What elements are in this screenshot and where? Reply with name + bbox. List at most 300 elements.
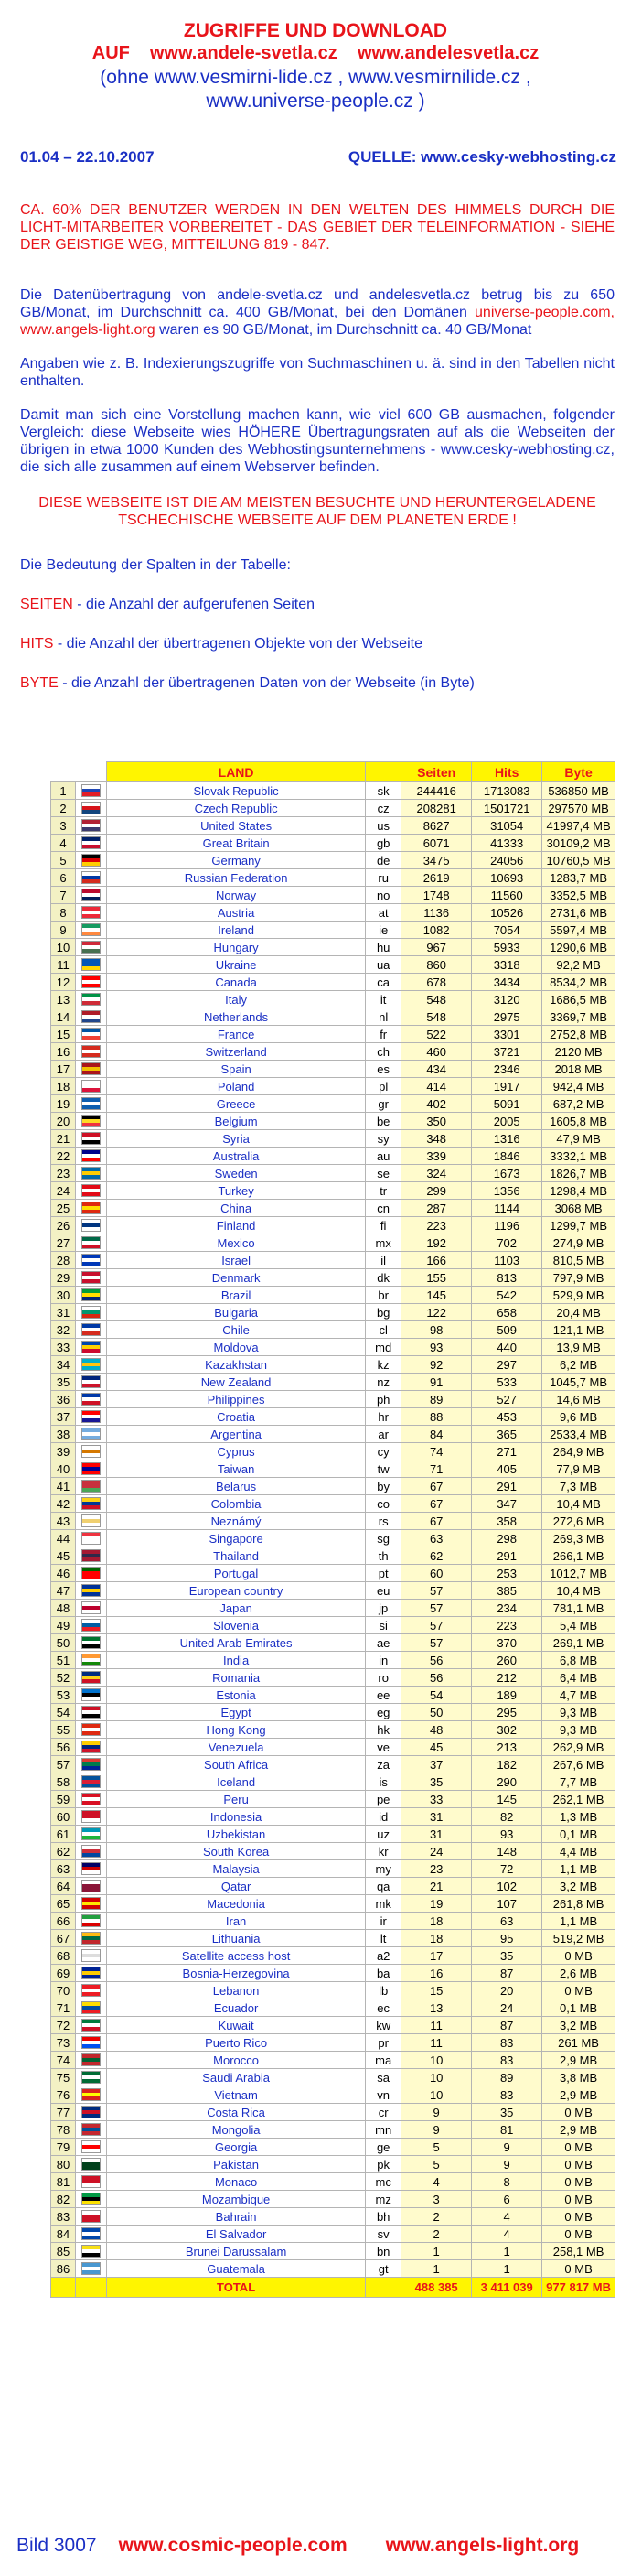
flag-cell (76, 2243, 107, 2260)
byte-value: 261,8 MB (542, 1895, 615, 1913)
table-row (51, 2226, 615, 2243)
flag-icon (81, 1480, 101, 1493)
hits-value: 24 (472, 1999, 542, 2017)
table-row (51, 1356, 615, 1374)
hits-value: 10526 (472, 904, 542, 922)
flag-icon (81, 2140, 101, 2153)
country-name: New Zealand (107, 1374, 366, 1391)
flag-icon (81, 1549, 101, 1562)
byte-value: 1,1 MB (542, 1913, 615, 1930)
flag-icon (81, 889, 101, 901)
flag-icon (81, 1497, 101, 1510)
table-row (51, 1113, 615, 1130)
country-code: be (366, 1113, 401, 1130)
flag-icon (81, 1949, 101, 1962)
hits-value: 1316 (472, 1130, 542, 1148)
table-row (51, 1634, 615, 1652)
flag-icon (81, 1636, 101, 1649)
seiten-value: 45 (401, 1739, 472, 1756)
row-number: 81 (51, 2173, 76, 2191)
country-name: Hungary (107, 939, 366, 956)
flag-cell (76, 1669, 107, 1687)
source: QUELLE: www.cesky-webhosting.cz (348, 148, 616, 166)
table-row (51, 1043, 615, 1061)
flag-cell (76, 1460, 107, 1478)
country-code: sy (366, 1130, 401, 1148)
flag-cell (76, 1391, 107, 1408)
table-row (51, 2121, 615, 2139)
table-row (51, 1582, 615, 1600)
country-code: lt (366, 1930, 401, 1947)
flag-icon (81, 1358, 101, 1371)
country-code: de (366, 852, 401, 869)
flag-icon (81, 923, 101, 936)
table-row (51, 1200, 615, 1217)
country-name: Czech Republic (107, 800, 366, 817)
country-name: Ecuador (107, 1999, 366, 2017)
seiten-value: 56 (401, 1652, 472, 1669)
hits-value: 1 (472, 2260, 542, 2278)
byte-value: 0 MB (542, 2208, 615, 2226)
flag-cell (76, 1739, 107, 1756)
country-name: Brunei Darussalam (107, 2243, 366, 2260)
hits-value: 5091 (472, 1095, 542, 1113)
country-name: Denmark (107, 1269, 366, 1287)
seiten-value: 10 (401, 2052, 472, 2069)
table-row (51, 1234, 615, 1252)
country-code: se (366, 1165, 401, 1182)
seiten-value: 460 (401, 1043, 472, 1061)
country-name: Russian Federation (107, 869, 366, 887)
seiten-value: 339 (401, 1148, 472, 1165)
flag-icon (81, 854, 101, 867)
flag-cell (76, 1252, 107, 1269)
intro-paragraph-2-a: Die Datenübertragung von andele-svetla.cz und andelesvetla.cz betrug bis zu 650 GB/Monat, im Durchschnitt ca. 400 GB/Monat, bei den Domänen (20, 287, 615, 320)
country-name: India (107, 1652, 366, 1669)
table-row (51, 2139, 615, 2156)
highlight-statement (20, 494, 615, 529)
hits-value: 6 (472, 2191, 542, 2208)
seiten-value: 1748 (401, 887, 472, 904)
byte-value: 7,3 MB (542, 1478, 615, 1495)
hits-value: 189 (472, 1687, 542, 1704)
byte-value: 267,6 MB (542, 1756, 615, 1773)
seiten-value: 15 (401, 1982, 472, 1999)
legend-byte (20, 674, 615, 692)
row-number: 11 (51, 956, 76, 974)
country-code: pr (366, 2034, 401, 2052)
hits-value: 212 (472, 1669, 542, 1687)
row-number: 72 (51, 2017, 76, 2034)
seiten-value: 155 (401, 1269, 472, 1287)
table-row (51, 2052, 615, 2069)
byte-value: 9,3 MB (542, 1721, 615, 1739)
country-code: nz (366, 1374, 401, 1391)
country-code: co (366, 1495, 401, 1513)
row-number: 55 (51, 1721, 76, 1739)
country-name: Mongolia (107, 2121, 366, 2139)
country-code: ee (366, 1687, 401, 1704)
seiten-value: 414 (401, 1078, 472, 1095)
seiten-value: 31 (401, 1826, 472, 1843)
hits-value: 385 (472, 1582, 542, 1600)
byte-value: 0,1 MB (542, 1826, 615, 1843)
country-code: cl (366, 1321, 401, 1339)
row-number: 53 (51, 1687, 76, 1704)
flag-cell (76, 956, 107, 974)
hits-value: 453 (472, 1408, 542, 1426)
flag-icon (81, 1428, 101, 1440)
country-code: pe (366, 1791, 401, 1808)
country-name: Austria (107, 904, 366, 922)
country-code: fi (366, 1217, 401, 1234)
flag-cell (76, 2069, 107, 2086)
hits-value: 102 (472, 1878, 542, 1895)
table-row (51, 1374, 615, 1391)
row-number: 39 (51, 1443, 76, 1460)
country-code: ve (366, 1739, 401, 1756)
country-code: ie (366, 922, 401, 939)
byte-value: 41997,4 MB (542, 817, 615, 835)
country-code: mn (366, 2121, 401, 2139)
country-name: Norway (107, 887, 366, 904)
flag-cell (76, 2139, 107, 2156)
intro-paragraph-4: Damit man sich eine Vorstellung machen kann, wie viel 600 GB ausmachen, folgender Vergleich: diese Webseite wies HÖHERE Übertragungsraten auf als die Webseiten der übrigen in etwa 1000 Kunden des Webhostingsunternehmens - www.cesky-webhosting.cz, die sich alle zusammen auf einem Webserver befinden. (20, 407, 615, 475)
flag-cell (76, 1008, 107, 1026)
country-name: Bulgaria (107, 1304, 366, 1321)
flag-icon (81, 1862, 101, 1875)
country-code: ma (366, 2052, 401, 2069)
seiten-value: 57 (401, 1634, 472, 1652)
table-row (51, 1565, 615, 1582)
flag-icon (81, 836, 101, 849)
hits-value: 2975 (472, 1008, 542, 1026)
row-number: 6 (51, 869, 76, 887)
country-name: Qatar (107, 1878, 366, 1895)
flag-icon (81, 1688, 101, 1701)
flag-icon (81, 1219, 101, 1232)
table-row (51, 1756, 615, 1773)
country-code: lb (366, 1982, 401, 1999)
byte-value: 9,3 MB (542, 1704, 615, 1721)
country-name: Argentina (107, 1426, 366, 1443)
footer-link-1[interactable]: www.cosmic-people.com (118, 2535, 348, 2556)
seiten-value: 548 (401, 991, 472, 1008)
table-row (51, 2034, 615, 2052)
flag-cell (76, 1148, 107, 1165)
country-code: sv (366, 2226, 401, 2243)
seiten-value: 50 (401, 1704, 472, 1721)
hits-value: 107 (472, 1895, 542, 1913)
country-name: Brazil (107, 1287, 366, 1304)
flag-icon (81, 2158, 101, 2171)
table-row (51, 782, 615, 800)
flag-cell (76, 2208, 107, 2226)
hits-value: 83 (472, 2052, 542, 2069)
hits-value: 87 (472, 2017, 542, 2034)
flag-cell (76, 1895, 107, 1913)
seiten-value: 57 (401, 1582, 472, 1600)
country-code: ca (366, 974, 401, 991)
table-row (51, 956, 615, 974)
flag-cell (76, 974, 107, 991)
byte-value: 6,2 MB (542, 1356, 615, 1374)
seiten-value: 192 (401, 1234, 472, 1252)
flag-icon (81, 1775, 101, 1788)
table-row (51, 1148, 615, 1165)
hits-value: 9 (472, 2139, 542, 2156)
footer (16, 2535, 579, 2557)
flag-icon (81, 1897, 101, 1910)
hits-value: 253 (472, 1565, 542, 1582)
hits-value: 182 (472, 1756, 542, 1773)
legend-hits-desc: - die Anzahl der übertragenen Objekte von der Webseite (53, 636, 422, 652)
hits-value: 72 (472, 1860, 542, 1878)
byte-value: 262,9 MB (542, 1739, 615, 1756)
intro-paragraph-1: CA. 60% DER BENUTZER WERDEN IN DEN WELTEN DES HIMMELS DURCH DIE LICHT-MITARBEITER VORBEREITET - DAS GEBIET DER TELEINFORMATION - SIEHE DER GEISTIGE WEG, MITTEILUNG 819 - 847. (20, 202, 615, 253)
row-number: 77 (51, 2104, 76, 2121)
seiten-value: 62 (401, 1547, 472, 1565)
header-blank (51, 762, 76, 782)
table-row (51, 1339, 615, 1356)
flag-icon (81, 1341, 101, 1353)
flag-icon (81, 1167, 101, 1180)
flag-icon (81, 784, 101, 797)
byte-value: 0 MB (542, 2191, 615, 2208)
hits-value: 234 (472, 1600, 542, 1617)
row-number: 16 (51, 1043, 76, 1061)
flag-cell (76, 1617, 107, 1634)
seiten-value: 2 (401, 2226, 472, 2243)
hits-value: 10693 (472, 869, 542, 887)
row-number: 4 (51, 835, 76, 852)
table-row (51, 1269, 615, 1287)
hits-value: 35 (472, 2104, 542, 2121)
auf-label: AUF (91, 43, 130, 63)
row-number: 9 (51, 922, 76, 939)
country-name: Colombia (107, 1495, 366, 1513)
flag-icon (81, 1532, 101, 1545)
date-source-row (20, 148, 616, 167)
country-code: sa (366, 2069, 401, 2086)
row-number: 7 (51, 887, 76, 904)
seiten-value: 3475 (401, 852, 472, 869)
flag-icon (81, 1584, 101, 1597)
byte-value: 266,1 MB (542, 1547, 615, 1565)
hits-value: 8 (472, 2173, 542, 2191)
seiten-value: 1136 (401, 904, 472, 922)
legend-byte-key: BYTE (20, 675, 59, 691)
byte-value: 10760,5 MB (542, 852, 615, 869)
country-code: gr (366, 1095, 401, 1113)
flag-cell (76, 1061, 107, 1078)
table-row (51, 904, 615, 922)
seiten-value: 24 (401, 1843, 472, 1860)
seiten-value: 548 (401, 1008, 472, 1026)
row-number: 5 (51, 852, 76, 869)
flag-icon (81, 1236, 101, 1249)
flag-icon (81, 1010, 101, 1023)
table-row (51, 2104, 615, 2121)
flag-cell (76, 1217, 107, 1234)
byte-value: 942,4 MB (542, 1078, 615, 1095)
flag-icon (81, 1271, 101, 1284)
flag-icon (81, 1514, 101, 1527)
seiten-value: 60 (401, 1565, 472, 1582)
byte-value: 9,6 MB (542, 1408, 615, 1426)
flag-cell (76, 1443, 107, 1460)
flag-cell (76, 835, 107, 852)
row-number: 19 (51, 1095, 76, 1113)
hits-value: 358 (472, 1513, 542, 1530)
byte-value: 261 MB (542, 2034, 615, 2052)
legend-hits-key: HITS (20, 636, 54, 652)
flag-cell (76, 1878, 107, 1895)
row-number: 85 (51, 2243, 76, 2260)
flag-cell (76, 1565, 107, 1582)
byte-value: 3369,7 MB (542, 1008, 615, 1026)
seiten-value: 6071 (401, 835, 472, 852)
hits-value: 3434 (472, 974, 542, 991)
hits-value: 24056 (472, 852, 542, 869)
byte-value: 2752,8 MB (542, 1026, 615, 1043)
table-row (51, 835, 615, 852)
hits-value: 9 (472, 2156, 542, 2173)
byte-value: 269,3 MB (542, 1530, 615, 1547)
country-code: no (366, 887, 401, 904)
header-code (366, 762, 401, 782)
country-code: tr (366, 1182, 401, 1200)
flag-icon (81, 906, 101, 919)
country-code: in (366, 1652, 401, 1669)
flag-icon (81, 1567, 101, 1579)
seiten-value: 208281 (401, 800, 472, 817)
row-number: 24 (51, 1182, 76, 1200)
seiten-value: 67 (401, 1495, 472, 1513)
row-number: 68 (51, 1947, 76, 1965)
byte-value: 1012,7 MB (542, 1565, 615, 1582)
byte-value: 1826,7 MB (542, 1165, 615, 1182)
table-row (51, 852, 615, 869)
table-row (51, 1460, 615, 1478)
seiten-value: 92 (401, 1356, 472, 1374)
highlight-line-2: TSCHECHISCHE WEBSEITE AUF DEM PLANETEN ERDE ! (118, 512, 517, 528)
row-number: 33 (51, 1339, 76, 1356)
byte-value: 7,7 MB (542, 1773, 615, 1791)
seiten-value: 74 (401, 1443, 472, 1460)
hits-value: 302 (472, 1721, 542, 1739)
footer-link-2[interactable]: www.angels-light.org (385, 2535, 580, 2556)
byte-value: 2533,4 MB (542, 1426, 615, 1443)
country-name: Guatemala (107, 2260, 366, 2278)
flag-cell (76, 1913, 107, 1930)
byte-value: 6,8 MB (542, 1652, 615, 1669)
flag-cell (76, 1374, 107, 1391)
byte-value: 536850 MB (542, 782, 615, 800)
byte-value: 3352,5 MB (542, 887, 615, 904)
seiten-value: 678 (401, 974, 472, 991)
byte-value: 5597,4 MB (542, 922, 615, 939)
seiten-value: 10 (401, 2086, 472, 2104)
byte-value: 262,1 MB (542, 1791, 615, 1808)
country-code: br (366, 1287, 401, 1304)
seiten-value: 2 (401, 2208, 472, 2226)
byte-value: 1,1 MB (542, 1860, 615, 1878)
country-name: Poland (107, 1078, 366, 1095)
seiten-value: 18 (401, 1913, 472, 1930)
country-name: Mozambique (107, 2191, 366, 2208)
table-row (51, 939, 615, 956)
table-row (51, 1252, 615, 1269)
flag-cell (76, 1756, 107, 1773)
row-number: 35 (51, 1374, 76, 1391)
country-name: Saudi Arabia (107, 2069, 366, 2086)
hits-value: 95 (472, 1930, 542, 1947)
header-byte: Byte (542, 762, 615, 782)
table-row (51, 800, 615, 817)
byte-value: 258,1 MB (542, 2243, 615, 2260)
country-code: pl (366, 1078, 401, 1095)
byte-value: 10,4 MB (542, 1495, 615, 1513)
table-row (51, 1999, 615, 2017)
table-row (51, 1930, 615, 1947)
country-name: Bosnia-Herzegovina (107, 1965, 366, 1982)
flag-icon (81, 1758, 101, 1771)
country-code: jp (366, 1600, 401, 1617)
period: 01.04 – 22.10.2007 (20, 148, 155, 166)
row-number: 82 (51, 2191, 76, 2208)
hits-value: 509 (472, 1321, 542, 1339)
flag-cell (76, 2156, 107, 2173)
table-row (51, 887, 615, 904)
country-code: sg (366, 1530, 401, 1547)
byte-value: 274,9 MB (542, 1234, 615, 1252)
country-code: mx (366, 1234, 401, 1252)
seiten-value: 89 (401, 1391, 472, 1408)
flag-icon (81, 975, 101, 988)
intro (0, 201, 631, 692)
country-name: Japan (107, 1600, 366, 1617)
country-name: European country (107, 1582, 366, 1600)
hits-value: 702 (472, 1234, 542, 1252)
row-number: 29 (51, 1269, 76, 1287)
table-row (51, 2191, 615, 2208)
row-number: 41 (51, 1478, 76, 1495)
country-code: cr (366, 2104, 401, 2121)
country-name: Spain (107, 1061, 366, 1078)
country-name: El Salvador (107, 2226, 366, 2243)
flag-cell (76, 1043, 107, 1061)
country-name: Slovak Republic (107, 782, 366, 800)
seiten-value: 299 (401, 1182, 472, 1200)
seiten-value: 122 (401, 1304, 472, 1321)
flag-cell (76, 1356, 107, 1374)
flag-icon (81, 1028, 101, 1040)
legend-seiten (20, 596, 615, 613)
row-number: 45 (51, 1547, 76, 1565)
seiten-value: 21 (401, 1878, 472, 1895)
flag-icon (81, 1914, 101, 1927)
legend-seiten-desc: - die Anzahl der aufgerufenen Seiten (72, 597, 315, 612)
table-row (51, 1947, 615, 1965)
country-name: Cyprus (107, 1443, 366, 1460)
table-row (51, 1530, 615, 1547)
country-code: ar (366, 1426, 401, 1443)
hits-value: 20 (472, 1982, 542, 1999)
country-name: Pakistan (107, 2156, 366, 2173)
country-name: Chile (107, 1321, 366, 1339)
row-number: 42 (51, 1495, 76, 1513)
